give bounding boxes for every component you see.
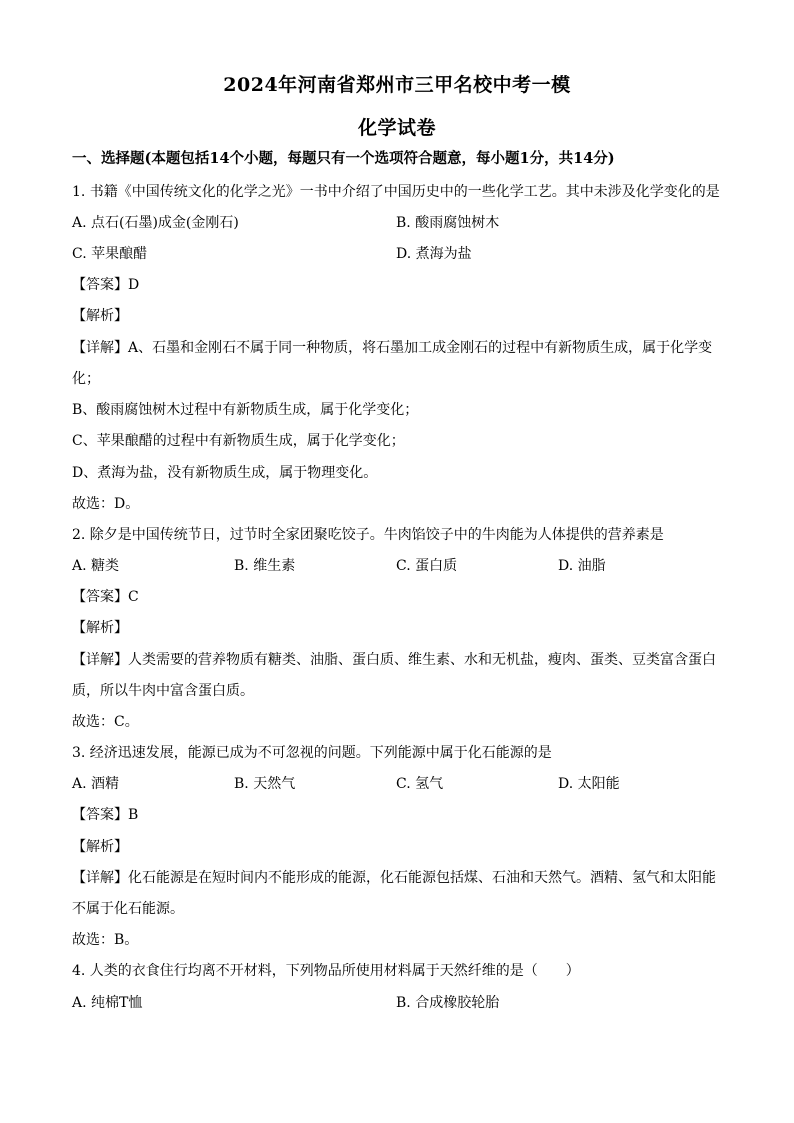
q1-option-c: C. 苹果酿醋 xyxy=(72,246,148,262)
q1-choice: 故选：D。 xyxy=(72,496,140,512)
q2-answer: 【答案】C xyxy=(72,589,139,605)
q3-option-c: C. 氢气 xyxy=(396,776,444,792)
q3-option-b: B. 天然气 xyxy=(234,776,296,792)
q3-option-a: A. 酒精 xyxy=(72,776,120,792)
section-heading: 一、选择题(本题包括14个小题，每题只有一个选项符合题意，每小题1分，共14分) xyxy=(72,150,615,167)
q1-option-d: D. 煮海为盐 xyxy=(396,246,472,262)
q2-analysis-label: 【解析】 xyxy=(72,620,128,636)
q1-analysis-label: 【解析】 xyxy=(72,308,128,324)
q3-answer: 【答案】B xyxy=(72,807,139,823)
q1-detail-line-3: B、酸雨腐蚀树木过程中有新物质生成，属于化学变化； xyxy=(72,402,419,418)
q1-stem: 1. 书籍《中国传统文化的化学之光》一书中介绍了中国历史中的一些化学工艺。其中未涉及化学变化的是 xyxy=(72,184,720,200)
q1-answer: 【答案】D xyxy=(72,277,140,293)
q1-detail-line-2: 化； xyxy=(72,371,100,387)
q2-option-b: B. 维生素 xyxy=(234,558,296,574)
q3-stem: 3. 经济迅速发展，能源已成为不可忽视的问题。下列能源中属于化石能源的是 xyxy=(72,745,552,761)
q2-option-d: D. 油脂 xyxy=(558,558,606,574)
q1-detail-line-5: D、煮海为盐，没有新物质生成，属于物理变化。 xyxy=(72,465,378,481)
q2-detail-line-1: 【详解】人类需要的营养物质有糖类、油脂、蛋白质、维生素、水和无机盐，瘦肉、蛋类、豆类富含蛋白 xyxy=(72,652,716,668)
q1-option-a: A. 点石(石墨)成金(金刚石) xyxy=(72,215,239,231)
q2-option-c: C. 蛋白质 xyxy=(396,558,458,574)
q3-detail-line-1: 【详解】化石能源是在短时间内不能形成的能源，化石能源包括煤、石油和天然气。酒精、氢气和太阳能 xyxy=(72,870,716,886)
document-title: 2024年河南省郑州市三甲名校中考一模 xyxy=(223,74,571,96)
q1-detail-line-1: 【详解】A、石墨和金刚石不属于同一种物质，将石墨加工成金刚石的过程中有新物质生成，属于化学变 xyxy=(72,340,713,356)
q3-option-d: D. 太阳能 xyxy=(558,776,620,792)
q3-detail-line-2: 不属于化石能源。 xyxy=(72,901,184,917)
q3-choice: 故选：B。 xyxy=(72,932,139,948)
q4-option-a: A. 纯棉T恤 xyxy=(72,995,143,1011)
q2-detail-line-2: 质，所以牛肉中富含蛋白质。 xyxy=(72,683,254,699)
q4-option-b: B. 合成橡胶轮胎 xyxy=(396,995,500,1011)
q3-analysis-label: 【解析】 xyxy=(72,839,128,855)
q2-stem: 2. 除夕是中国传统节日，过节时全家团聚吃饺子。牛肉馅饺子中的牛肉能为人体提供的营养素是 xyxy=(72,527,664,543)
q2-choice: 故选：C。 xyxy=(72,714,139,730)
q2-option-a: A. 糖类 xyxy=(72,558,120,574)
q4-stem: 4. 人类的衣食住行均离不开材料，下列物品所使用材料属于天然纤维的是（ ） xyxy=(72,963,580,979)
q1-option-b: B. 酸雨腐蚀树木 xyxy=(396,215,500,231)
document-subtitle: 化学试卷 xyxy=(357,117,436,139)
q1-detail-line-4: C、苹果酿醋的过程中有新物质生成，属于化学变化； xyxy=(72,433,405,449)
